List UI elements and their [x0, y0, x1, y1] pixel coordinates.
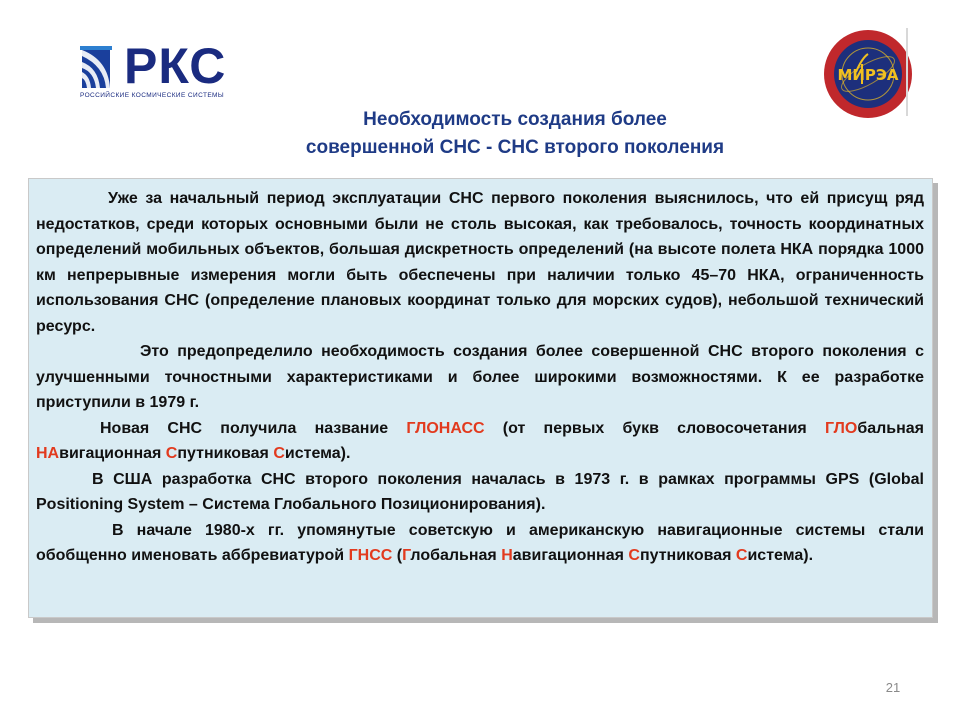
paragraph-4-text: В США разработка СНС второго поколения началась в 1973 г. в рамках программы GPS (Global Positioning System – Система Глобального Позиционирования). — [36, 470, 924, 513]
rks-logo-letters: РКС — [124, 38, 227, 94]
acronym-letters: С — [165, 445, 178, 462]
gnss-term: ГНСС — [348, 547, 393, 564]
slide-title-line-1: Необходимость создания более — [363, 109, 667, 130]
paragraph-5-text: В начале 1980-х гг. упомянутые советскую и американскую навигационные системы стали обобщенно именовать аббревиатурой — [36, 521, 924, 564]
paragraph-3-text: (от первых букв словосочетания — [484, 419, 825, 437]
paragraph-5-text: истема). — [747, 547, 814, 564]
paragraph-5-text: путниковая — [639, 547, 736, 564]
acronym-letters: НА — [36, 445, 60, 462]
paragraph-3-text: вигационная — [59, 445, 166, 462]
rks-logo-subtitle: РОССИЙСКИЕ КОСМИЧЕСКИЕ СИСТЕМЫ — [80, 92, 225, 99]
paragraph-3-text: Новая СНС получила название — [100, 419, 407, 437]
acronym-letters: С — [628, 547, 640, 564]
paragraph-5-text: лобальная — [410, 547, 502, 564]
paragraph-3-text: истема). — [284, 445, 351, 462]
rks-emblem-icon — [80, 42, 124, 92]
mirea-logo — [822, 28, 914, 120]
header-divider — [906, 28, 908, 116]
mirea-logo-text: МИРЭА — [837, 66, 899, 84]
rks-logo — [80, 38, 250, 104]
paragraph-2-text: Это предопределило необходимость создания более совершенной СНС второго поколения с улучшенными точностными характеристиками и более широкими возможностями. К ее разработке приступили в 1979 г. — [36, 343, 924, 411]
paragraph-3-text: бальная — [857, 419, 925, 437]
acronym-letters: Н — [501, 547, 513, 564]
text-panel-content — [36, 186, 924, 569]
paragraph-5-text: ( — [392, 547, 403, 564]
paragraph-3-text: путниковая — [177, 445, 274, 462]
paragraph-2 — [36, 339, 924, 416]
acronym-letters: С — [735, 547, 748, 564]
acronym-letters: Г — [402, 547, 411, 564]
acronym-letters: ГЛО — [824, 419, 858, 437]
paragraph-5-text: авигационная — [512, 547, 629, 564]
paragraph-1 — [36, 186, 924, 339]
paragraph-4 — [36, 467, 924, 518]
slide-title-line-2: совершенной СНС - СНС второго поколения — [305, 137, 725, 158]
paragraph-3 — [36, 416, 924, 467]
page-number: 21 — [885, 680, 901, 695]
glonass-term: ГЛОНАСС — [406, 419, 485, 437]
slide-title — [230, 106, 800, 162]
paragraph-1-text: Уже за начальный период эксплуатации СНС первого поколения выяснилось, что ей присущ ряд недостатков, среди которых основными были не столь высокая, как требовалось, точность координатных определений мобильных объектов, большая дискретность определений (на высоте полета НКА порядка 1000 км непрерывные измерения могли быть обеспечены при наличии только 45–70 НКА, ограниченность использования СНС (определение плановых координат только для морских судов), небольшой технический ресурс. — [36, 190, 924, 335]
paragraph-5 — [36, 518, 924, 569]
acronym-letters: С — [273, 445, 285, 462]
